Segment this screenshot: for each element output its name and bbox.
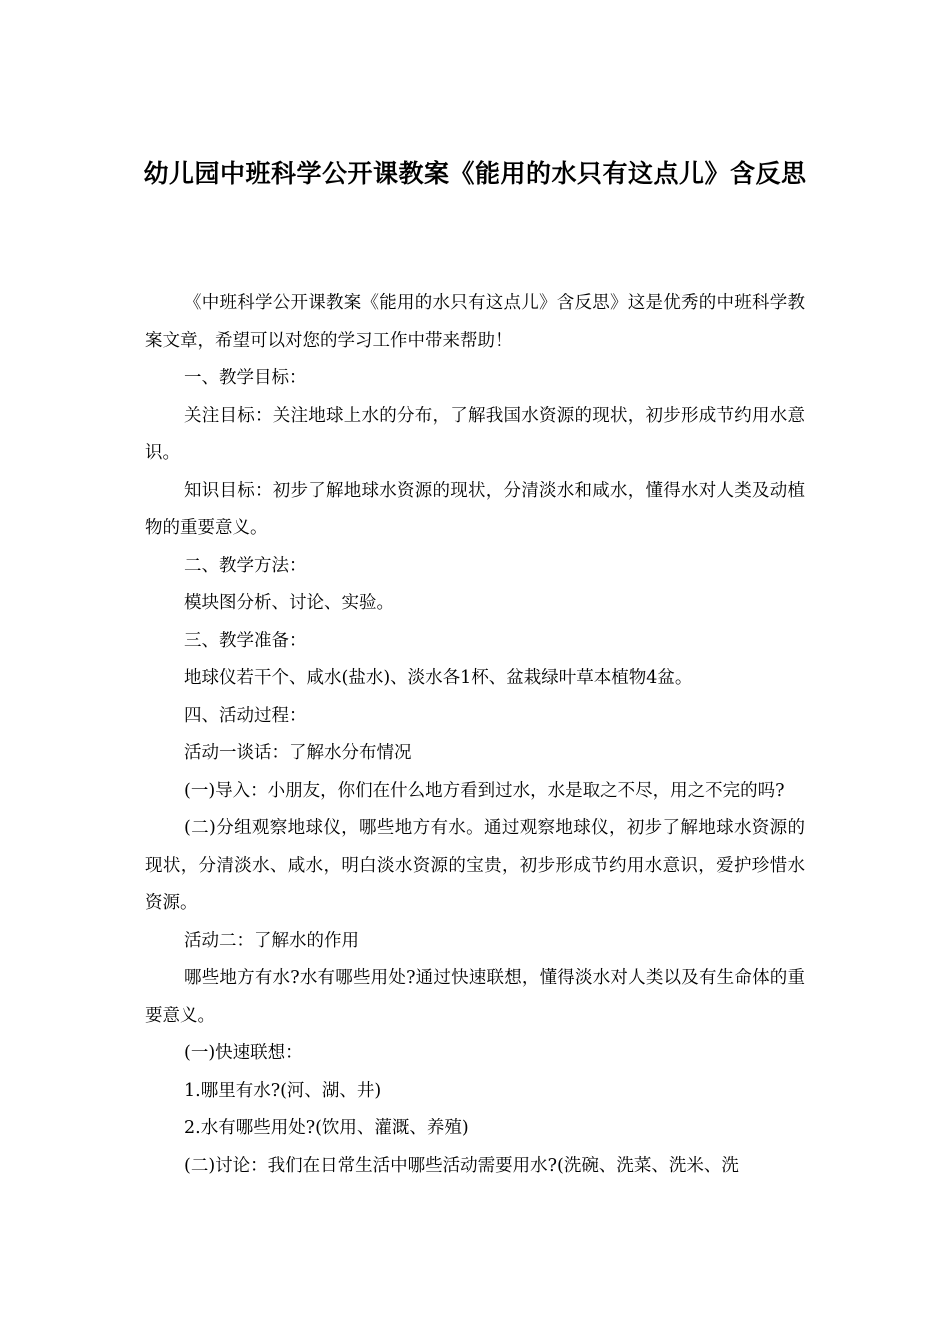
- paragraph-globe-observation: (二)分组观察地球仪，哪些地方有水。通过观察地球仪，初步了解地球水资源的现状，分清淡水、咸水，明白淡水资源的宝贵，初步形成节约用水意识，爱护珍惜水资源。: [145, 818, 805, 913]
- paragraph-preparation: 地球仪若干个、咸水(盐水)、淡水各1杯、盆栽绿叶草本植物4盆。: [184, 668, 693, 688]
- section-heading-process: 四、活动过程：: [184, 705, 307, 726]
- paragraph-discussion: (二)讨论：我们在日常生活中哪些活动需要用水?(洗碗、洗菜、洗米、洗: [184, 1155, 739, 1176]
- activity-one-heading: 活动一谈话：了解水分布情况: [184, 743, 412, 763]
- paragraph-attention-goal: 关注目标：关注地球上水的分布，了解我国水资源的现状，初步形成节约用水意识。: [145, 405, 805, 463]
- section-heading-goals: 一、教学目标：: [184, 368, 307, 388]
- list-item: 1.哪里有水?(河、湖、井): [184, 1080, 382, 1101]
- paragraph-methods: 模块图分析、讨论、实验。: [184, 593, 394, 613]
- paragraph-knowledge-goal: 知识目标：初步了解地球水资源的现状，分清淡水和咸水，懂得水对人类及动植物的重要意义。: [145, 480, 805, 538]
- activity-two-heading: 活动二：了解水的作用: [184, 930, 359, 951]
- section-heading-preparation: 三、教学准备：: [184, 630, 307, 651]
- list-item: 2.水有哪些用处?(饮用、灌溉、养殖): [184, 1118, 469, 1138]
- subheading-quick-association: (一)快速联想：: [184, 1043, 303, 1063]
- paragraph-water-uses: 哪些地方有水?水有哪些用处?通过快速联想，懂得淡水对人类以及有生命体的重要意义。: [145, 968, 805, 1026]
- document-title: 幼儿园中班科学公开课教案《能用的水只有这点儿》含反思: [143, 159, 807, 188]
- intro-paragraph: 《中班科学公开课教案《能用的水只有这点儿》含反思》这是优秀的中班科学教案文章，希望可以对您的学习工作中带来帮助！: [145, 293, 805, 351]
- paragraph-intro-question: (一)导入：小朋友，你们在什么地方看到过水，水是取之不尽，用之不完的吗?: [184, 780, 785, 801]
- section-heading-methods: 二、教学方法：: [184, 555, 307, 576]
- document-body: [145, 285, 805, 1185]
